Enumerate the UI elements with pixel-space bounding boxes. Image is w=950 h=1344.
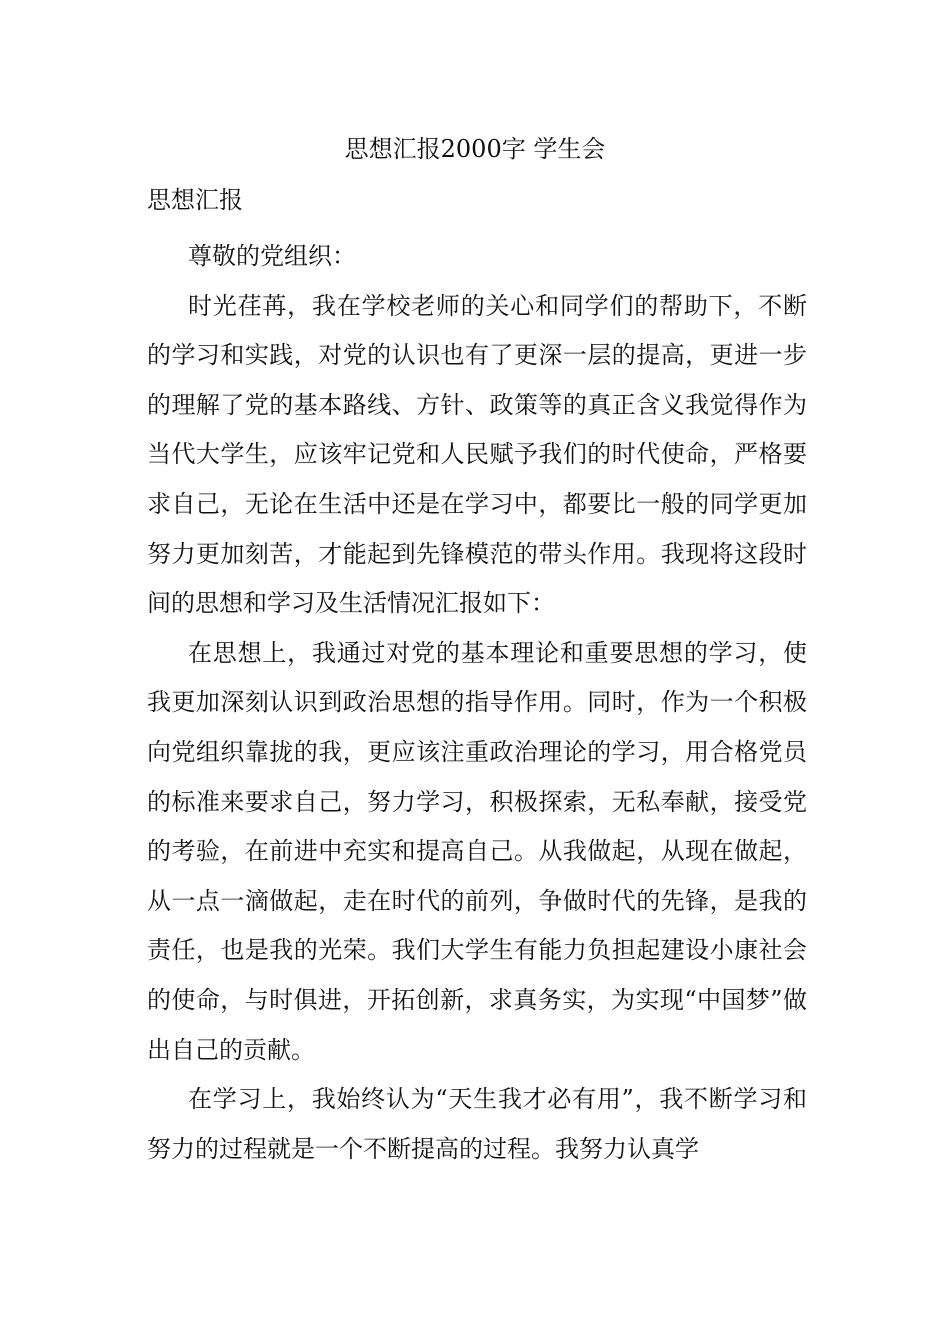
- document-body: [147, 232, 807, 1174]
- paragraph-thought: 在思想上，我通过对党的基本理论和重要思想的学习，使我更加深刻认识到政治思想的指导作用。同时，作为一个积极向党组织靠拢的我，更应该注重政治理论的学习，用合格党员的标准来要求自己，努力学习，积极探索，无私奉献，接受党的考验，在前进中充实和提高自己。从我做起，从现在做起，从一点一滴做起，走在时代的前列，争做时代的先锋，是我的责任，也是我的光荣。我们大学生有能力负担起建设小康社会的使命，与时俱进，开拓创新，求真务实，为实现“中国梦”做出自己的贡献。: [147, 638, 807, 1064]
- document-title: 思想汇报2000字 学生会: [344, 135, 606, 163]
- paragraph-study: 在学习上，我始终认为“天生我才必有用”，我不断学习和努力的过程就是一个不断提高的过程。我努力认真学: [147, 1085, 807, 1163]
- paragraph-intro: 时光荏苒，我在学校老师的关心和同学们的帮助下，不断的学习和实践，对党的认识也有了更深一层的提高，更进一步的理解了党的基本路线、方针、政策等的真正含义我觉得作为当代大学生，应该牢记党和人民赋予我们的时代使命，严格要求自己，无论在生活中还是在学习中，都要比一般的同学更加努力更加刻苦，才能起到先锋模范的带头作用。我现将这段时间的思想和学习及生活情况汇报如下：: [147, 291, 807, 618]
- salutation: 尊敬的党组织：: [188, 242, 356, 270]
- section-heading: 思想汇报: [147, 186, 243, 214]
